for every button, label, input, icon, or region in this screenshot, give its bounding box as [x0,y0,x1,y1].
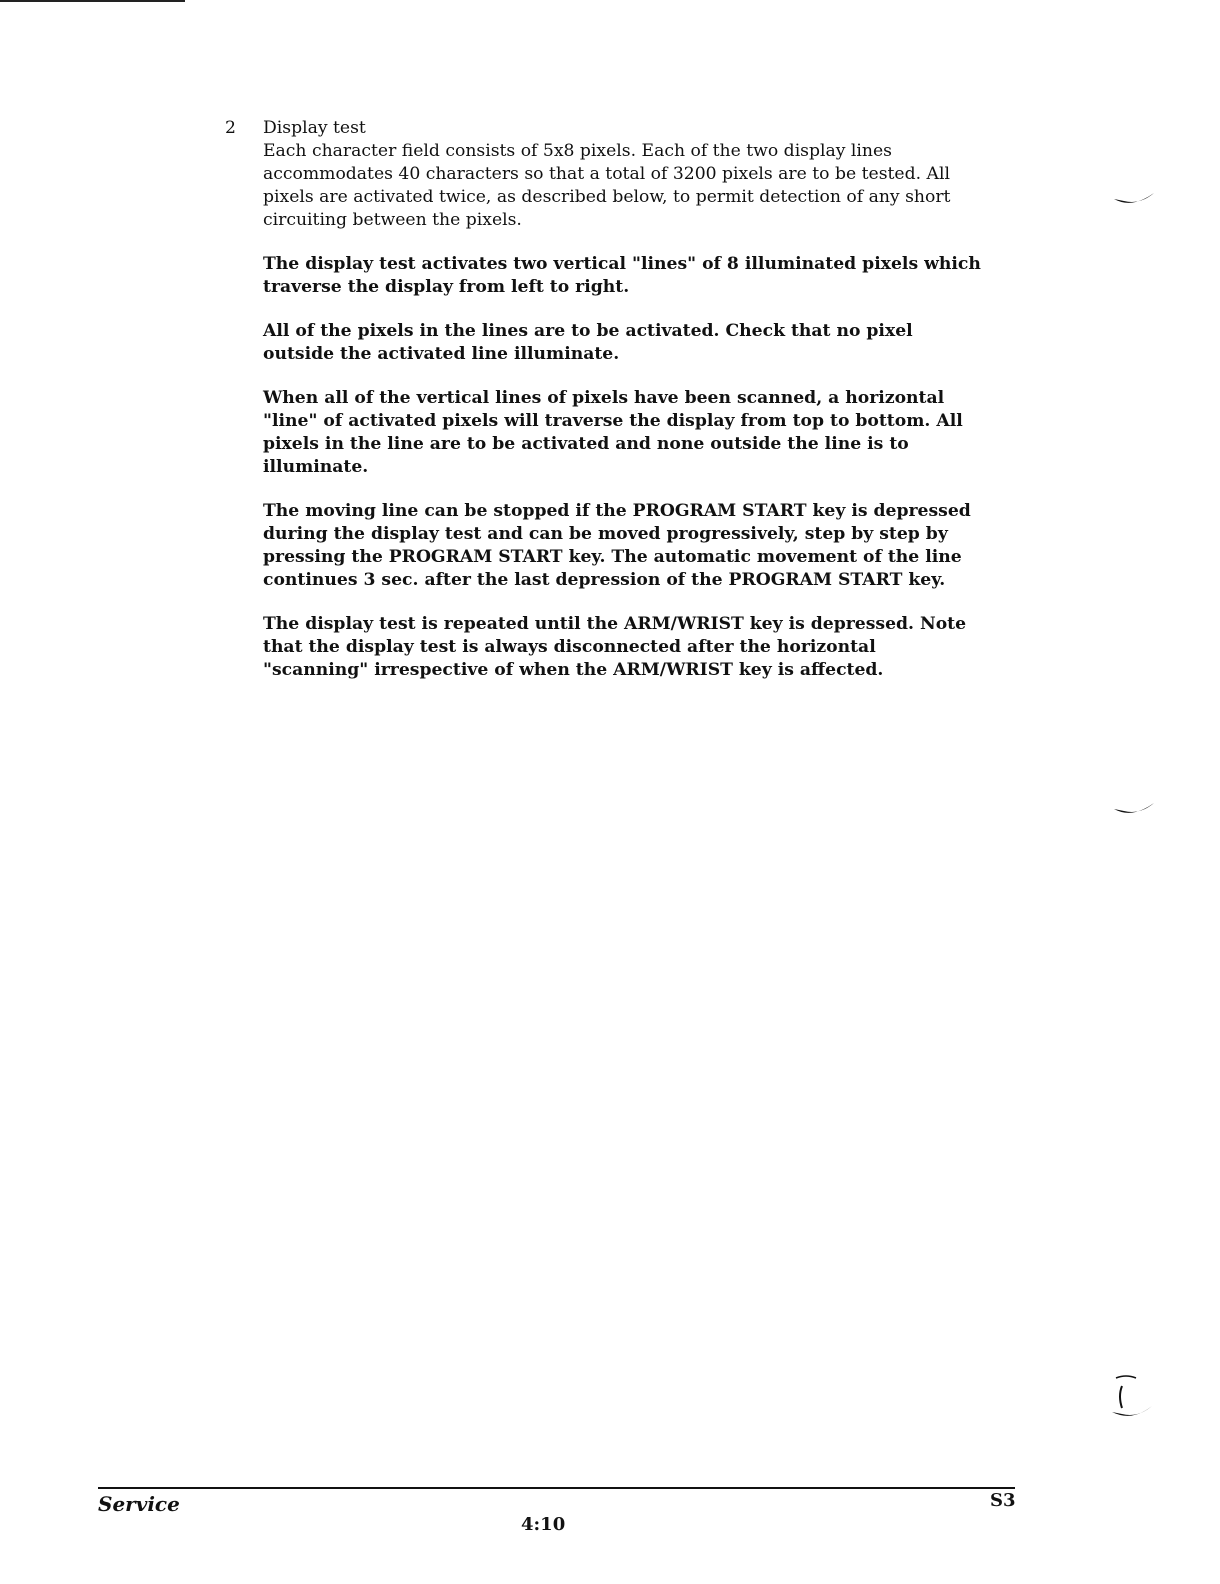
paragraph-horizontal-line: When all of the vertical lines of pixels have been scanned, a horizontal "line" of activated pixels will traverse the display from top to bottom. All pixels in the line are to be activated and none outside the line is to illuminate. [263,388,963,477]
paragraph-program-start: The moving line can be stopped if the PROGRAM START key is depressed during the display test and can be moved progressively, step by step by pressing the PROGRAM START key. The automatic movement of the line continues 3 sec. after the last depression of the PROGRAM START key. [263,501,971,590]
paragraph-activation-check: All of the pixels in the lines are to be activated. Check that no pixel outside the activated line illuminate. [263,321,913,364]
paragraph-arm-wrist: The display test is repeated until the ARM/WRIST key is depressed. Note that the display test is always disconnected after the horizontal "scanning" irrespective of when the ARM/WRIST key is affected. [263,614,967,680]
section-title: Display test [263,118,366,138]
footer-chapter-label: S3 [990,1490,1016,1511]
section-body [263,117,983,703]
binder-hole-mark [1110,795,1160,825]
binder-hole-mark [1108,1372,1158,1432]
page-number: 4:10 [521,1514,566,1535]
paragraph-pixel-fields: Each character field consists of 5x8 pixels. Each of the two display lines accommodates 40 characters so that a total of 3200 pixels are to be tested. All pixels are activated twice, as described below, to permit detection of any short circuiting between the pixels. [263,141,951,230]
binder-hole-mark [1110,185,1160,215]
footer-rule [98,1487,1015,1489]
top-edge-rule [0,0,185,2]
footer-section-label: Service [98,1492,180,1516]
section-number: 2 [225,118,236,138]
paragraph-vertical-lines: The display test activates two vertical "lines" of 8 illuminated pixels which traverse the display from left to right. [263,254,981,297]
